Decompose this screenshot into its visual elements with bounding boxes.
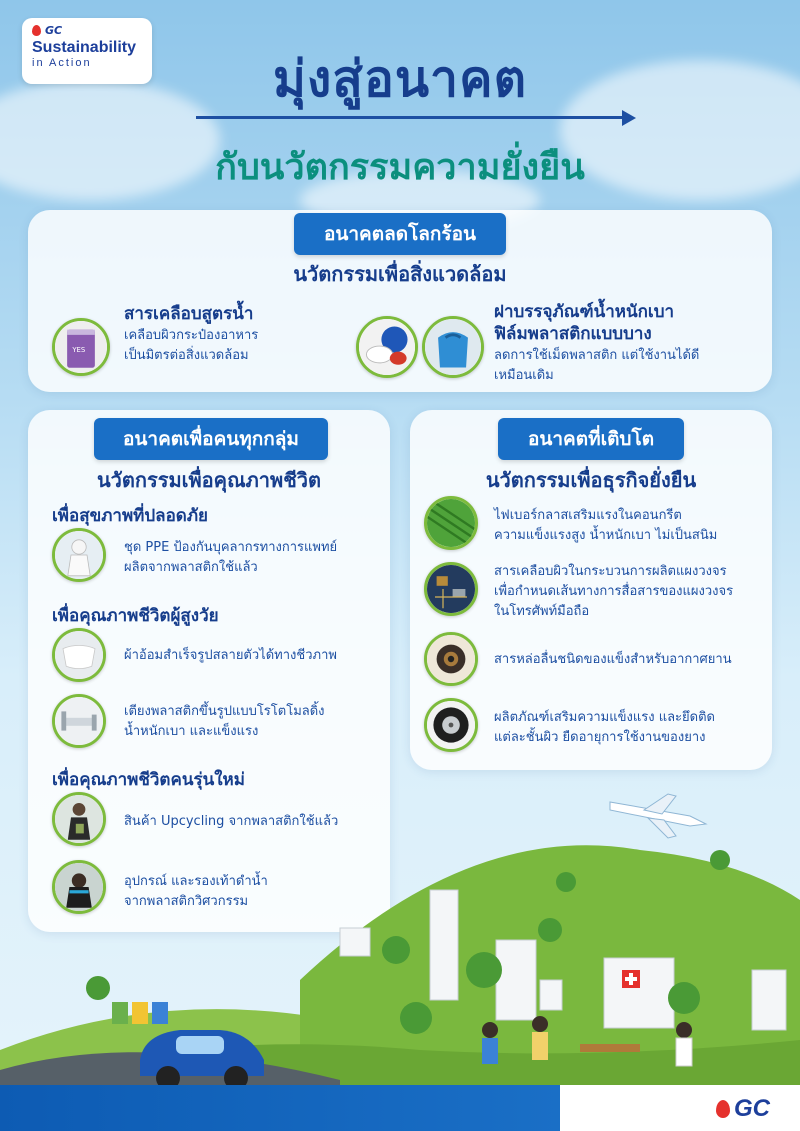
recycle-bins-icon: [112, 1002, 168, 1024]
tag-everyone: อนาคตเพื่อคนทุกกลุ่ม: [94, 418, 328, 460]
item-desc: ผลิตภัณฑ์เสริมความแข็งแรง และยึดติด: [494, 710, 715, 725]
plastic-bag-icon: [422, 316, 484, 378]
item-title-thin-film: ฟิล์มพลาสติกแบบบาง: [494, 324, 652, 344]
item-desc: ชุด PPE ป้องกันบุคลากรทางการแพทย์: [124, 540, 338, 555]
item-desc: เคลือบผิวกระป๋องอาหาร: [124, 328, 259, 343]
item-desc: ความแข็งแรงสูง น้ำหนักเบา ไม่เป็นสนิม: [494, 528, 718, 543]
logo-title: Sustainability: [32, 39, 137, 56]
page-title: มุ่งสู่อนาคต: [272, 50, 528, 108]
item-desc: น้ำหนักเบา และแข็งแรง: [124, 724, 259, 739]
title-divider: [196, 116, 628, 119]
bed-icon: [52, 694, 106, 748]
gc-logo: [32, 24, 142, 37]
gc-drop-icon: [716, 1100, 730, 1118]
gc-logo-text: GC: [45, 24, 63, 37]
gc-drop-icon: [32, 25, 41, 36]
fiberglass-icon: [424, 496, 478, 550]
item-desc: เพื่อกำหนดเส้นทางการสื่อสารของแผงวงจร: [494, 584, 734, 599]
item-desc: จากพลาสติกวิศวกรรม: [124, 894, 249, 909]
item-desc: สารหล่อลื่นชนิดของแข็งสำหรับอากาศยาน: [494, 652, 732, 667]
item-desc: สินค้า Upcycling จากพลาสติกใช้แล้ว: [124, 814, 339, 829]
item-title-light-cap: ฝาบรรจุภัณฑ์น้ำหนักเบา: [494, 302, 675, 322]
footer-bar: [0, 1085, 800, 1131]
diaper-icon: [52, 628, 106, 682]
item-desc: ผ้าอ้อมสำเร็จรูปสลายตัวได้ทางชีวภาพ: [124, 648, 337, 663]
airplane-icon: [610, 794, 706, 838]
item-desc: แต่ละชั้นผิว ยืดอายุการใช้งานของยาง: [494, 730, 706, 745]
item-desc: สารเคลือบผิวในกระบวนการผลิตแผงวงจร: [494, 564, 727, 579]
item-desc: ในโทรศัพท์มือถือ: [494, 604, 590, 619]
item-title-water-coating: สารเคลือบสูตรน้ำ: [124, 304, 254, 324]
circuit-board-icon: [424, 562, 478, 616]
item-desc: อุปกรณ์ และรองเท้าดำน้ำ: [124, 874, 268, 889]
tire-icon: [424, 698, 478, 752]
group-heading: เพื่อสุขภาพที่ปลอดภัย: [52, 506, 209, 526]
landscape-illustration: [0, 780, 800, 1131]
group-heading: เพื่อคุณภาพชีวิตผู้สูงวัย: [52, 606, 219, 626]
item-desc: ไฟเบอร์กลาสเสริมแรงในคอนกรีต: [494, 508, 682, 523]
svg-text:YES: YES: [72, 346, 86, 355]
item-desc: เป็นมิตรต่อสิ่งแวดล้อม: [124, 348, 249, 363]
page-subtitle: กับนวัตกรรมความยั่งยืน: [215, 147, 585, 188]
panel-subtitle-business: นวัตกรรมเพื่อธุรกิจยั่งยืน: [485, 468, 697, 492]
footer-brand-text: GC: [734, 1095, 770, 1122]
tag-environment: อนาคตลดโลกร้อน: [294, 213, 506, 255]
ppe-suit-icon: [52, 528, 106, 582]
bearing-icon: [424, 632, 478, 686]
bottle-cap-icon: [356, 316, 418, 378]
logo-subtitle: in Action: [32, 57, 92, 69]
item-desc: เตียงพลาสติกขึ้นรูปแบบโรโตโมลดิ้ง: [124, 704, 325, 719]
group-heading: เพื่อคุณภาพชีวิตคนรุ่นใหม่: [52, 770, 245, 790]
item-desc: ลดการใช้เม็ดพลาสติก แต่ใช้งานได้ดี: [494, 348, 700, 363]
arrow-right-icon: [622, 110, 636, 126]
item-desc: ผลิตจากพลาสติกใช้แล้ว: [124, 560, 258, 575]
can-icon: [52, 318, 110, 376]
panel-subtitle-quality-of-life: นวัตกรรมเพื่อคุณภาพชีวิต: [96, 468, 322, 492]
panel-subtitle-environment: นวัตกรรมเพื่อสิ่งแวดล้อม: [293, 262, 507, 286]
item-desc: เหมือนเดิม: [494, 368, 554, 383]
footer-gc-logo: [716, 1095, 770, 1123]
tag-growth: อนาคตที่เติบโต: [498, 418, 684, 460]
